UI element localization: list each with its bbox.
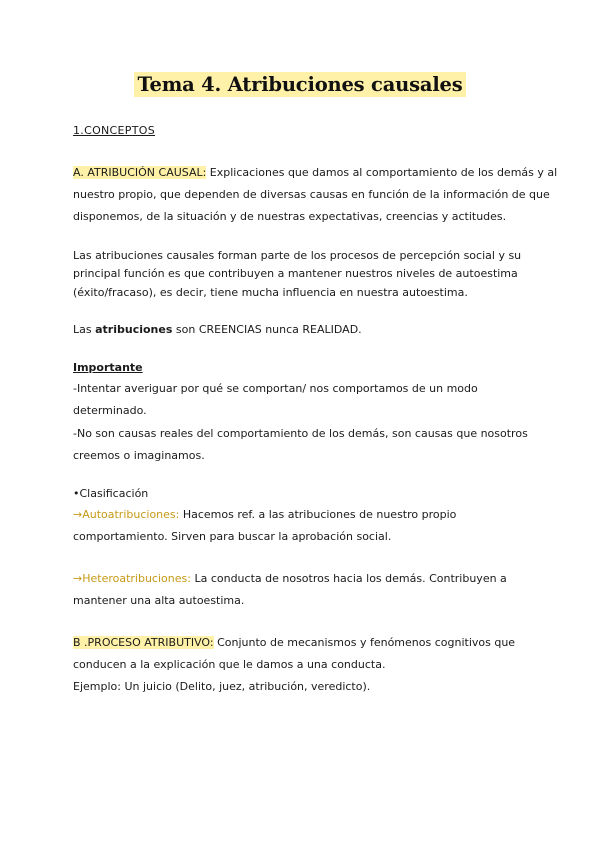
b-text-line1: Conjunto de mecanismos y fenómenos cognitivos que [213,636,516,649]
a-text-line2: nuestro propio, que dependen de diversas causas en función de la información de que [73,188,550,201]
proceso-atributivo-label: B .PROCESO ATRIBUTIVO: [73,636,214,649]
classification-heading: •Clasificación [73,487,149,500]
p3-post: son CREENCIAS nunca REALIDAD. [172,323,362,336]
p3-bold: atribuciones [95,323,173,336]
hetero-text-line1: La conducta de nosotros hacia los demás. Contribuyen a [190,572,507,585]
p3-line [73,323,362,337]
important-line4: creemos o imaginamos. [73,449,205,462]
auto-line1 [73,508,456,522]
auto-text-line1: Hacemos ref. a las atribuciones de nuestro propio [179,508,457,521]
heteroatribuciones-label: →Heteroatribuciones: [73,572,191,585]
important-line1: -Intentar averiguar por qué se comportan/ nos comportamos de un modo [73,382,478,395]
b-text-line3: Ejemplo: Un juicio (Delito, juez, atribución, veredicto). [73,680,371,693]
paragraph-a-line1 [73,166,557,180]
title-container [0,72,600,97]
a-text-line3: disponemos, de la situación y de nuestras expectativas, creencias y actitudes. [73,210,507,223]
hetero-line1 [73,572,507,586]
p2-line1: Las atribuciones causales forman parte de los procesos de percepción social y su [73,249,522,262]
page-title: Tema 4. Atribuciones causales [134,72,465,97]
section-heading-conceptos: 1.CONCEPTOS [73,124,155,137]
b-text-line2: conducen a la explicación que le damos a una conducta. [73,658,386,671]
a-text-line1: Explicaciones que damos al comportamiento de los demás y al [206,166,558,179]
p2-line2: principal función es que contribuyen a mantener nuestros niveles de autoestima [73,267,518,280]
paragraph-b-line1 [73,636,515,650]
important-line2: determinado. [73,404,147,417]
p3-pre: Las [73,323,96,336]
hetero-line2: mantener una alta autoestima. [73,594,245,607]
autoatribuciones-label: →Autoatribuciones: [73,508,180,521]
important-heading: Importante [73,361,143,374]
atribucion-causal-label: A. ATRIBUCIÓN CAUSAL: [73,166,207,179]
important-line3: -No son causas reales del comportamiento de los demás, son causas que nosotros [73,427,528,440]
auto-line2: comportamiento. Sirven para buscar la aprobación social. [73,530,392,543]
p2-line3: (éxito/fracaso), es decir, tiene mucha influencia en nuestra autoestima. [73,286,468,299]
